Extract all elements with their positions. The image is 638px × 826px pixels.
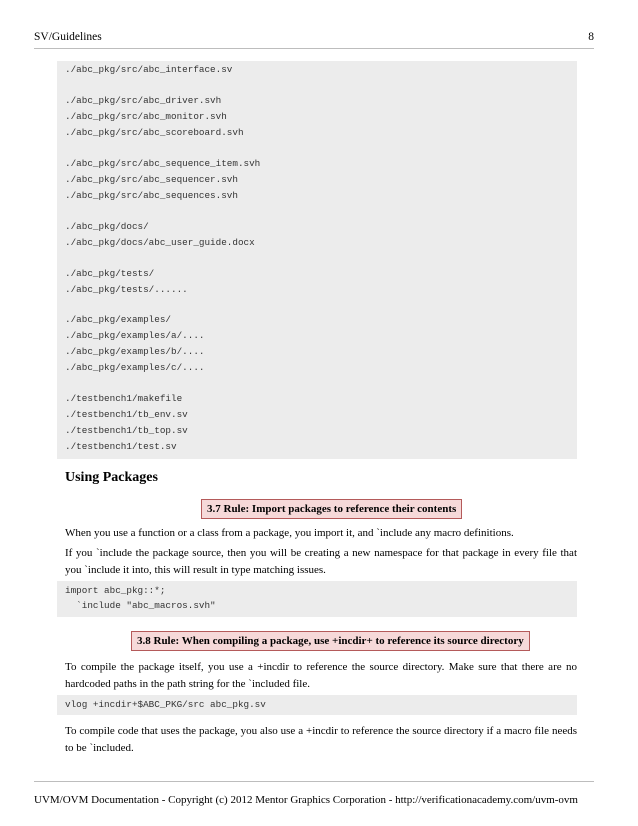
code-line: ./abc_pkg/src/abc_interface.sv [65, 64, 233, 75]
code-line: ./abc_pkg/docs/abc_user_guide.docx [65, 237, 255, 248]
code-line: ./abc_pkg/examples/c/.... [65, 362, 205, 373]
paragraph-import: When you use a function or a class from a package, you import it, and `include any macro definitions. [65, 527, 514, 539]
code-line: ./abc_pkg/src/abc_sequence_item.svh [65, 158, 261, 169]
code-line: ./testbench1/makefile [65, 393, 183, 404]
paragraph-compile-package: To compile the package itself, you use a +incdir to reference the source directory. Make sure that there are no hardcoded paths in the path string for the `included file. [65, 661, 577, 690]
code-line: ./abc_pkg/examples/a/.... [65, 330, 205, 341]
code-line: `include "abc_macros.svh" [65, 600, 216, 611]
code-line: ./testbench1/test.sv [65, 441, 177, 452]
import-code-block [57, 581, 577, 617]
rule-3-8-box: 3.8 Rule: When compiling a package, use +incdir+ to reference its source directory [131, 631, 530, 651]
code-line: ./abc_pkg/tests/ [65, 268, 155, 279]
code-line: ./abc_pkg/src/abc_sequences.svh [65, 190, 238, 201]
code-line: ./abc_pkg/src/abc_sequencer.svh [65, 174, 238, 185]
code-line: ./abc_pkg/examples/ [65, 314, 172, 325]
page-number: 8 [588, 31, 594, 43]
code-line: ./abc_pkg/src/abc_driver.svh [65, 95, 222, 106]
code-line: vlog +incdir+$ABC_PKG/src abc_pkg.sv [65, 699, 266, 710]
code-line: ./testbench1/tb_top.sv [65, 425, 188, 436]
code-line: ./testbench1/tb_env.sv [65, 409, 188, 420]
paragraph-include-warning: If you `include the package source, then you will be creating a new namespace for that package in every file that you `include it into, this will result in type matching issues. [65, 547, 577, 576]
rule-3-7-box: 3.7 Rule: Import packages to reference their contents [201, 499, 462, 519]
page-header [34, 30, 594, 49]
paragraph-compile-code: To compile code that uses the package, you also use a +incdir to reference the source directory if a macro file needs to be `included. [65, 725, 577, 754]
vlog-code-block [57, 695, 577, 715]
header-title: SV/Guidelines [34, 31, 102, 43]
code-line: ./abc_pkg/docs/ [65, 221, 149, 232]
code-line: ./abc_pkg/src/abc_scoreboard.svh [65, 127, 244, 138]
code-line: ./abc_pkg/src/abc_monitor.svh [65, 111, 227, 122]
directory-listing-code-block [57, 61, 577, 459]
code-line: ./abc_pkg/examples/b/.... [65, 346, 205, 357]
code-line: import abc_pkg::*; [65, 585, 166, 596]
section-heading: Using Packages [65, 470, 158, 485]
page-footer: UVM/OVM Documentation - Copyright (c) 2012 Mentor Graphics Corporation - http://verificationacademy.com/uvm-ovm [34, 781, 594, 806]
code-line: ./abc_pkg/tests/...... [65, 284, 188, 295]
